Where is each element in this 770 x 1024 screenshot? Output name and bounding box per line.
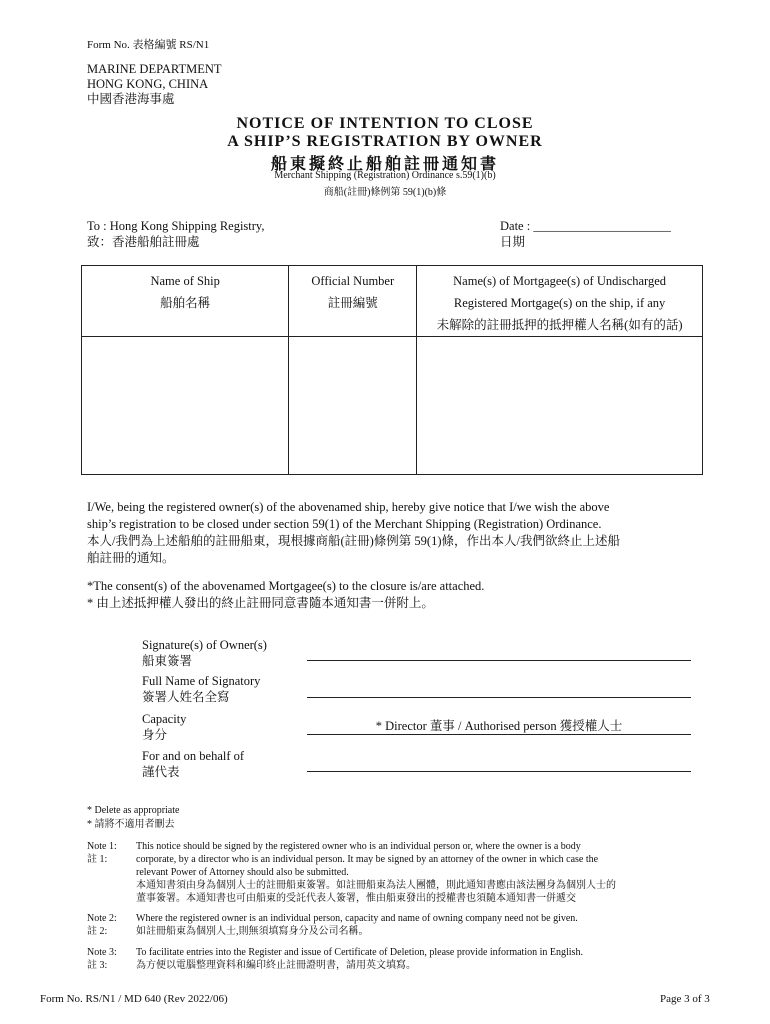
capacity-field[interactable]: * Director 董事 / Authorised person 獲授權人士	[307, 719, 691, 735]
addressee-block	[87, 218, 264, 250]
note3-line1: To facilitate entries into the Register and issue of Certificate of Deletion, please provide information in English.	[136, 947, 583, 958]
declaration-en-line1: I/We, being the registered owner(s) of the abovenamed ship, hereby give notice that I/we wish the above	[87, 500, 610, 514]
column-header-official-number-zh: 註冊編號	[327, 296, 378, 310]
department-block	[87, 62, 222, 107]
behalf-label-zh: 謹代表	[142, 765, 180, 779]
note2-label-en: Note 2:	[87, 913, 117, 924]
consent-en: *The consent(s) of the abovenamed Mortgagee(s) to the closure is/are attached.	[87, 579, 485, 593]
ship-name-cell[interactable]	[82, 337, 289, 475]
note1-line4: 本通知書須由身為個別人士的註冊船東簽署。如註冊船東為法人團體，則此通知書應由該法團身為個別人士的	[136, 880, 616, 891]
addressee: To : Hong Kong Shipping Registry,	[87, 219, 265, 233]
note1-line1: This notice should be signed by the registered owner who is an individual person or, where the owner is a body	[136, 841, 581, 852]
delete-note-en: * Delete as appropriate	[87, 805, 180, 816]
form-number-header: Form No. 表格編號 RS/N1	[87, 39, 210, 51]
capacity-label-zh: 身分	[142, 728, 168, 742]
mortgagees-cell[interactable]	[417, 337, 703, 475]
behalf-line[interactable]	[307, 771, 691, 772]
note1-line5: 董事簽署。本通知書也可由船東的受託代表人簽署，惟由船東發出的授權書也須隨本通知書一併遞交	[136, 893, 576, 904]
column-header-mortgagees	[417, 266, 703, 337]
note2-line2: 如註冊船東為個別人士,則無須填寫身分及公司名稱。	[136, 926, 369, 937]
official-number-cell[interactable]	[289, 337, 417, 475]
page-title-line1: NOTICE OF INTENTION TO CLOSE	[236, 115, 534, 132]
declaration-paragraph	[87, 499, 620, 567]
department-name-zh: 中國香港海事處	[87, 92, 175, 106]
signature-label-zh: 船東簽署	[142, 654, 193, 668]
ordinance-reference: Merchant Shipping (Registration) Ordinance s.59(1)(b)	[274, 170, 496, 181]
signature-line[interactable]	[307, 660, 691, 661]
column-header-ship-name-zh: 船舶名稱	[160, 296, 211, 310]
consent-zh: * 由上述抵押權人發出的終止註冊同意書隨本通知書一併附上。	[87, 596, 434, 610]
note1-label-zh: 註 1:	[87, 854, 108, 865]
delete-note-zh: * 請將不適用者刪去	[87, 819, 175, 830]
column-header-mortgagees-en2: Registered Mortgage(s) on the ship, if any	[453, 296, 666, 310]
table-row	[82, 337, 703, 475]
column-header-official-number-en: Official Number	[311, 274, 395, 288]
column-header-mortgagees-zh: 未解除的註冊抵押的抵押權人名稱(如有的話)	[436, 318, 683, 332]
delete-note	[87, 804, 179, 832]
department-name: MARINE DEPARTMENT	[87, 62, 222, 76]
ordinance-reference-zh: 商船(註冊)條例第 59(1)(b)條	[323, 187, 447, 198]
signatory-name-line[interactable]	[307, 697, 691, 698]
note1-line3: relevant Power of Attorney should also be submitted.	[136, 867, 349, 878]
note2-label	[87, 912, 117, 938]
addressee-zh: 致：香港船舶註冊處	[87, 235, 200, 249]
capacity-label	[142, 711, 186, 743]
note3-label	[87, 946, 117, 972]
note2-label-zh: 註 2:	[87, 926, 108, 937]
signatory-name-label-en: Full Name of Signatory	[142, 674, 261, 688]
column-header-mortgagees-en1: Name(s) of Mortgagee(s) of Undischarged	[453, 274, 667, 288]
column-header-official-number	[289, 266, 417, 337]
footer-page-number: Page 3 of 3	[660, 993, 710, 1005]
page-title-line2: A SHIP’S REGISTRATION BY OWNER	[227, 133, 543, 150]
signatory-name-label-zh: 簽署人姓名全寫	[142, 690, 230, 704]
note1-label-en: Note 1:	[87, 841, 117, 852]
note3-label-en: Note 3:	[87, 947, 117, 958]
ship-details-table	[81, 265, 703, 475]
note2-line1: Where the registered owner is an individual person, capacity and name of owning company need not be given.	[136, 913, 578, 924]
consent-paragraph	[87, 578, 484, 612]
column-header-ship-name-en: Name of Ship	[150, 274, 220, 288]
date-label-zh: 日期	[500, 235, 526, 249]
note3-text	[136, 946, 696, 972]
note1-text	[136, 840, 696, 905]
note3-label-zh: 註 3:	[87, 960, 108, 971]
behalf-label-en: For and on behalf of	[142, 749, 245, 763]
signature-label-en: Signature(s) of Owner(s)	[142, 638, 267, 652]
note2-text	[136, 912, 696, 938]
page-title-zh: 船東擬終止船舶註冊通知書	[270, 156, 499, 173]
table-header-row	[82, 266, 703, 337]
note3-line2: 為方便以電腦整理資料和編印終止註冊證明書，請用英文填寫。	[136, 960, 416, 971]
signature-label	[142, 637, 267, 669]
note1-line2: corporate, by a director who is an individual person. It may be signed by an attorney of the owner in which case the	[136, 854, 599, 865]
declaration-zh-line2: 舶註冊的通知。	[87, 551, 175, 565]
signatory-name-label	[142, 673, 260, 705]
declaration-en-line2: ship’s registration to be closed under section 59(1) of the Merchant Shipping (Registration) Ordinance.	[87, 517, 602, 531]
footer-form-number: Form No. RS/N1 / MD 640 (Rev 2022/06)	[40, 993, 228, 1005]
date-block	[500, 218, 671, 250]
note1-label	[87, 840, 117, 866]
capacity-label-en: Capacity	[142, 712, 187, 726]
behalf-label	[142, 748, 244, 780]
date-field[interactable]: Date : ______________________	[500, 219, 671, 233]
department-location: HONG KONG, CHINA	[87, 77, 209, 91]
column-header-ship-name	[82, 266, 289, 337]
declaration-zh-line1: 本人/我們為上述船舶的註冊船東，現根據商船(註冊)條例第 59(1)條，作出本人/我們欲終止上述船	[87, 534, 620, 548]
